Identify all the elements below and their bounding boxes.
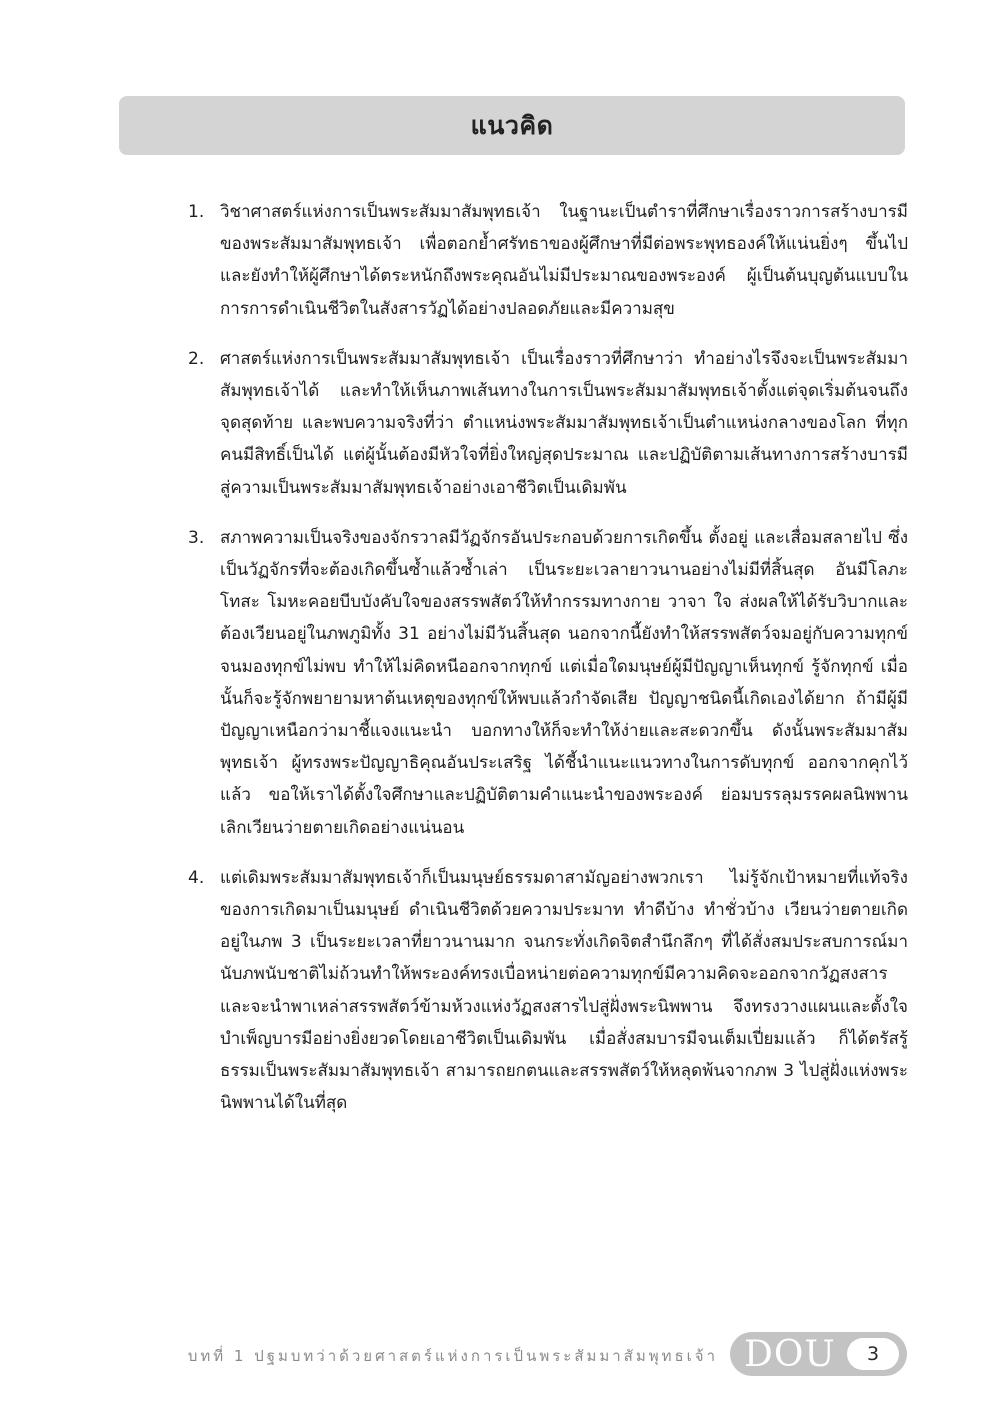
- section-title: แนวคิด: [470, 110, 554, 140]
- item-number: 3.: [188, 527, 205, 548]
- footer-badge: [730, 1332, 907, 1376]
- list-item: [188, 196, 908, 325]
- item-text: ศาสตร์แห่งการเป็นพระสัมมาสัมพุทธเจ้า เป็นเรื่องราวที่ศึกษาว่า ทำอย่างไรจึงจะเป็นพระสัมมาสัมพุทธเจ้าได้ และทำให้เห็นภาพเส้นทางในการเป็นพระสัมมาสัมพุทธเจ้าตั้งแต่จุดเริ่มต้นจนถึงจุดสุดท้าย และพบความจริงที่ว่า ตำแหน่งพระสัมมาสัมพุทธเจ้าเป็นตำแหน่งกลางของโลก ที่ทุกคนมีสิทธิ์เป็นได้ แต่ผู้นั้นต้องมีหัวใจที่ยิ่งใหญ่สุดประมาณ และปฏิบัติตามเส้นทางการสร้างบารมีสู่ความเป็นพระสัมมาสัมพุทธเจ้าอย่างเอาชีวิตเป็นเดิมพัน: [220, 348, 908, 498]
- list-item: [188, 522, 908, 844]
- item-number: 1.: [188, 202, 205, 222]
- dou-logo: DOU: [744, 1334, 836, 1375]
- page-footer: [0, 1330, 1000, 1380]
- item-text: แต่เดิมพระสัมมาสัมพุทธเจ้าก็เป็นมนุษย์ธรรมดาสามัญอย่างพวกเรา ไม่รู้จักเป้าหมายที่แท้จริงของการเกิดมาเป็นมนุษย์ ดำเนินชีวิตด้วยความประมาท ทำดีบ้าง ทำชั่วบ้าง เวียนว่ายตายเกิดอยู่ในภพ 3 เป็นระยะเวลาที่ยาวนานมาก จนกระทั่งเกิดจิตสำนึกลึกๆ ที่ได้สั่งสมประสบการณ์มานับภพนับชาติไม่ถ้วนทำให้พระองค์ทรงเบื่อหน่ายต่อความทุกข์มีความคิดจะออกจากวัฏสงสารและจะนำพาเหล่าสรรพสัตว์ข้ามห้วงแห่งวัฏสงสารไปสู่ฝั่งพระนิพพาน จึงทรงวางแผนและตั้งใจบำเพ็ญบารมีอย่างยิ่งยวดโดยเอาชีวิตเป็นเดิมพัน เมื่อสั่งสมบารมีจนเต็มเปี่ยมแล้ว ก็ได้ตรัสรู้ธรรมเป็นพระสัมมาสัมพุทธเจ้า สามารถยกตนและสรรพสัตว์ให้หลุดพ้นจากภพ 3 ไปสู่ฝั่งแห่งพระนิพพานได้ในที่สุด: [220, 867, 908, 1114]
- item-text: สภาพความเป็นจริงของจักรวาลมีวัฏจักรอันประกอบด้วยการเกิดขึ้น ตั้งอยู่ และเสื่อมสลายไป ซึ่งเป็นวัฏจักรที่จะต้องเกิดขึ้นซ้ำแล้วซ้ำเล่า เป็นระยะเวลายาวนานอย่างไม่มีที่สิ้นสุด อันมีโลภะ โทสะ โมหะคอยบีบบังคับใจของสรรพสัตว์ให้ทำกรรมทางกาย วาจา ใจ ส่งผลให้ได้รับวิบากและต้องเวียนอยู่ในภพภูมิทั้ง 31 อย่างไม่มีวันสิ้นสุด นอกจากนี้ยังทำให้สรรพสัตว์จมอยู่กับความทุกข์ จนมองทุกข์ไม่พบ ทำให้ไม่คิดหนีออกจากทุกข์ แต่เมื่อใดมนุษย์ผู้มีปัญญาเห็นทุกข์ รู้จักทุกข์ เมื่อนั้นก็จะรู้จักพยายามหาต้นเหตุของทุกข์ให้พบแล้วกำจัดเสีย ปัญญาชนิดนี้เกิดเองได้ยาก ถ้ามีผู้มีปัญญาเหนือกว่ามาชี้แจงแนะนำ บอกทางให้ก็จะทำให้ง่ายและสะดวกขึ้น ดังนั้นพระสัมมาสัมพุทธเจ้า ผู้ทรงพระปัญญาธิคุณอันประเสริฐ ได้ชี้นำแนะแนวทางในการดับทุกข์ ออกจากคุกไว้แล้ว ขอให้เราได้ตั้งใจศึกษาและปฏิบัติตามคำแนะนำของพระองค์ ย่อมบรรลุมรรคผลนิพพาน เลิกเวียนว่ายตายเกิดอย่างแน่นอน: [220, 527, 908, 838]
- item-number: 4.: [188, 867, 205, 888]
- item-text: วิชาศาสตร์แห่งการเป็นพระสัมมาสัมพุทธเจ้า ในฐานะเป็นตำราที่ศึกษาเรื่องราวการสร้างบารมีของพระสัมมาสัมพุทธเจ้า เพื่อตอกย้ำศรัทธาของผู้ศึกษาที่มีต่อพระพุทธองค์ให้แน่นยิ่งๆ ขึ้นไป และยังทำให้ผู้ศึกษาได้ตระหนักถึงพระคุณอันไม่มีประมาณของพระองค์ ผู้เป็นต้นบุญต้นแบบในการการดำเนินชีวิตในสังสารวัฏได้อย่างปลอดภัยและมีความสุข: [220, 202, 908, 319]
- chapter-title: บทที่ 1 ปฐมบทว่าด้วยศาสตร์แห่งการเป็นพระสัมมาสัมพุทธเจ้า: [187, 1347, 718, 1365]
- section-title-bar: [119, 96, 905, 155]
- list-item: [188, 343, 908, 504]
- item-number: 2.: [188, 348, 205, 369]
- page-number: 3: [847, 1338, 899, 1370]
- list-item: [188, 862, 908, 1120]
- concept-list: [188, 196, 908, 1137]
